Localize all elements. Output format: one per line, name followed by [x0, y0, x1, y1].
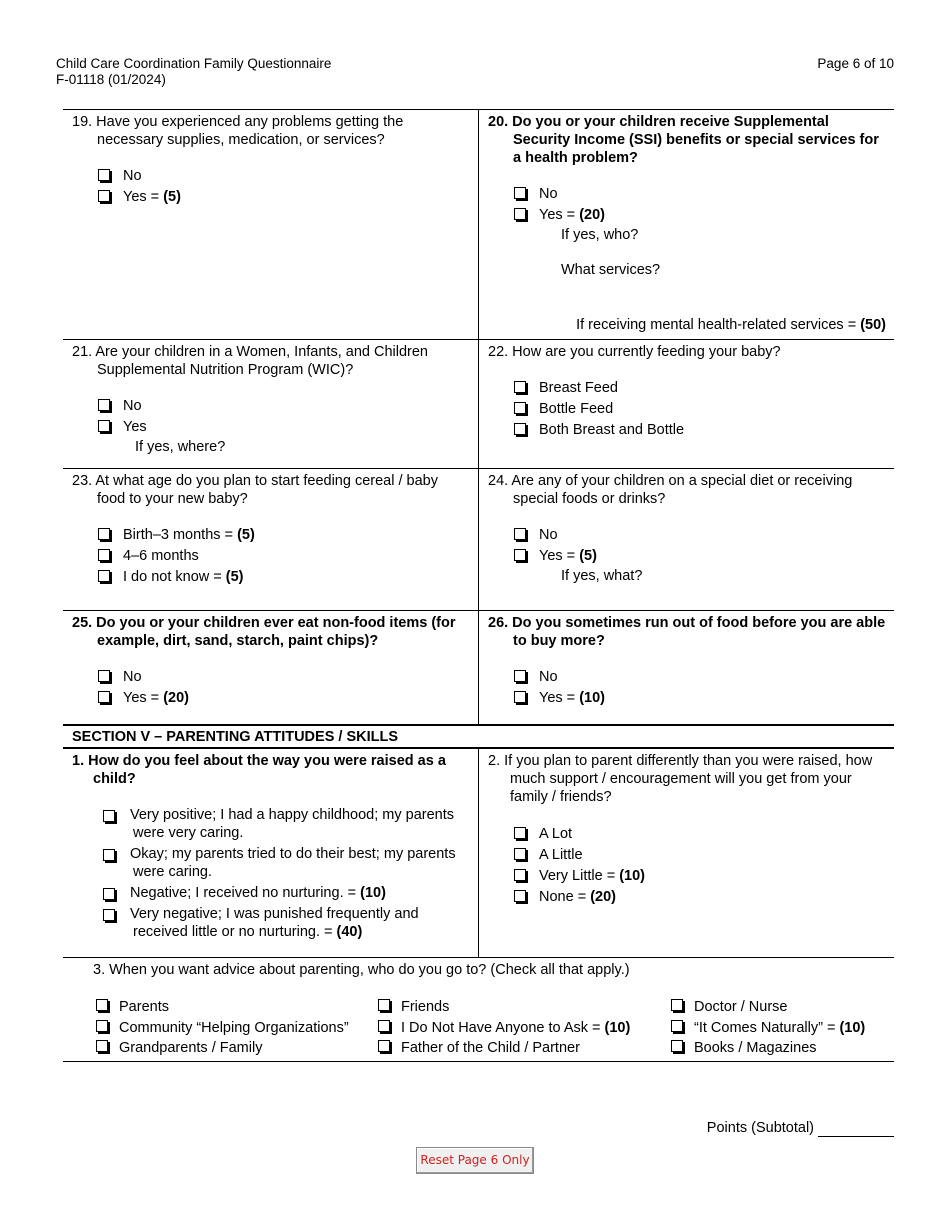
checkbox[interactable] [98, 190, 110, 202]
parenting-question-1 [63, 749, 479, 957]
q25-option-no[interactable]: No [72, 667, 470, 688]
checkbox[interactable] [514, 890, 526, 902]
p3-option-comes-naturally[interactable]: “It Comes Naturally” = (10) [668, 1018, 888, 1039]
p3-options-grid [93, 997, 894, 1059]
checkbox[interactable] [378, 999, 390, 1011]
parenting-question-2-text: 2. If you plan to parent differently than you were raised, how much support / encouragement will you get from your family / friends? [488, 753, 873, 805]
question-25-text: 25. Do you or your children ever eat non-food items (for example, dirt, sand, starch, paint chips)? [72, 615, 456, 649]
checkbox[interactable] [378, 1040, 390, 1052]
question-23 [63, 469, 479, 610]
question-23-text: 23. At what age do you plan to start feeding cereal / baby food to your new baby? [72, 473, 438, 507]
q24-option-no[interactable]: No [488, 525, 886, 546]
section-v-header: SECTION V – PARENTING ATTITUDES / SKILLS [63, 724, 894, 749]
questionnaire-form [63, 109, 894, 1062]
p2-option-very-little[interactable]: Very Little = (10) [488, 866, 886, 887]
question-19 [63, 110, 479, 339]
q20-option-yes[interactable]: Yes = (20) [488, 205, 886, 226]
checkbox[interactable] [96, 999, 108, 1011]
row-q23-q24 [63, 468, 894, 610]
question-20 [479, 110, 894, 339]
p3-option-parents[interactable]: Parents [93, 997, 375, 1018]
checkbox[interactable] [514, 869, 526, 881]
question-19-text: 19. Have you experienced any problems getting the necessary supplies, medication, or services? [72, 114, 404, 148]
q21-option-no[interactable]: No [72, 396, 470, 417]
checkbox[interactable] [98, 399, 110, 411]
row-q25-q26 [63, 610, 894, 724]
page-number: Page 6 of 10 [817, 56, 894, 71]
checkbox[interactable] [103, 909, 115, 921]
checkbox[interactable] [514, 381, 526, 393]
row-q21-q22 [63, 339, 894, 468]
q24-option-yes[interactable]: Yes = (5) [488, 546, 886, 567]
q23-option-4-6-months[interactable]: 4–6 months [72, 546, 470, 567]
checkbox[interactable] [671, 1040, 683, 1052]
q20-what-services: What services? [561, 262, 661, 278]
p3-option-doctor-nurse[interactable]: Doctor / Nurse [668, 997, 888, 1018]
q20-mental-health: If receiving mental health-related services = (50) [576, 317, 886, 333]
checkbox[interactable] [98, 670, 110, 682]
checkbox[interactable] [514, 549, 526, 561]
checkbox[interactable] [514, 691, 526, 703]
p3-option-friends[interactable]: Friends [375, 997, 668, 1018]
checkbox[interactable] [96, 1040, 108, 1052]
p3-option-father-partner[interactable]: Father of the Child / Partner [375, 1038, 668, 1059]
p1-option-okay[interactable]: Okay; my parents tried to do their best; my parents were caring. [72, 845, 470, 881]
q26-option-no[interactable]: No [488, 667, 886, 688]
checkbox[interactable] [514, 670, 526, 682]
p1-option-very-positive[interactable]: Very positive; I had a happy childhood; my parents were very caring. [72, 806, 470, 842]
q24-if-yes-what: If yes, what? [561, 568, 643, 584]
checkbox[interactable] [514, 528, 526, 540]
checkbox[interactable] [514, 402, 526, 414]
p3-option-no-one[interactable]: I Do Not Have Anyone to Ask = (10) [375, 1018, 668, 1039]
checkbox[interactable] [103, 888, 115, 900]
q21-if-yes-where: If yes, where? [135, 439, 226, 455]
checkbox[interactable] [378, 1020, 390, 1032]
subtotal-label: Points (Subtotal) [706, 1120, 814, 1136]
checkbox[interactable] [98, 420, 110, 432]
row-parenting-1-2 [63, 749, 894, 957]
p1-option-very-negative[interactable]: Very negative; I was punished frequently and received little or no nurturing. = (40) [72, 905, 470, 941]
checkbox[interactable] [103, 849, 115, 861]
q20-if-yes-who: If yes, who? [561, 227, 639, 243]
q23-option-do-not-know[interactable]: I do not know = (5) [72, 567, 470, 588]
question-26 [479, 611, 894, 724]
q22-option-bottle[interactable]: Bottle Feed [488, 399, 886, 420]
p2-option-a-lot[interactable]: A Lot [488, 824, 886, 845]
q21-option-yes[interactable]: Yes [72, 417, 470, 438]
question-21-text: 21. Are your children in a Women, Infants, and Children Supplemental Nutrition Program (WIC)? [72, 344, 428, 378]
q19-option-yes[interactable]: Yes = (5) [72, 187, 470, 208]
checkbox[interactable] [98, 691, 110, 703]
checkbox[interactable] [98, 549, 110, 561]
checkbox[interactable] [103, 810, 115, 822]
question-21 [63, 340, 479, 468]
question-24 [479, 469, 894, 610]
parenting-question-1-text: 1. How do you feel about the way you were raised as a child? [72, 753, 446, 787]
q20-option-no[interactable]: No [488, 184, 886, 205]
p3-option-books[interactable]: Books / Magazines [668, 1038, 888, 1059]
checkbox[interactable] [98, 169, 110, 181]
q22-option-breast[interactable]: Breast Feed [488, 378, 886, 399]
points-subtotal [707, 1119, 894, 1137]
q25-option-yes[interactable]: Yes = (20) [72, 688, 470, 709]
question-20-text: 20. Do you or your children receive Supplemental Security Income (SSI) benefits or special services for a health problem? [488, 114, 879, 166]
checkbox[interactable] [671, 1020, 683, 1032]
question-24-text: 24. Are any of your children on a special diet or receiving special foods or drinks? [488, 473, 853, 507]
p1-option-negative[interactable]: Negative; I received no nurturing. = (10) [72, 884, 470, 902]
checkbox[interactable] [514, 423, 526, 435]
p2-option-a-little[interactable]: A Little [488, 845, 886, 866]
header-left [56, 56, 331, 88]
question-26-text: 26. Do you sometimes run out of food before you are able to buy more? [488, 615, 886, 649]
checkbox[interactable] [514, 848, 526, 860]
p3-option-community[interactable]: Community “Helping Organizations” [93, 1018, 375, 1039]
checkbox[interactable] [98, 570, 110, 582]
checkbox[interactable] [671, 999, 683, 1011]
checkbox[interactable] [514, 208, 526, 220]
q19-option-no[interactable]: No [72, 166, 470, 187]
checkbox[interactable] [514, 827, 526, 839]
parenting-question-2 [479, 749, 894, 957]
p2-option-none[interactable]: None = (20) [488, 887, 886, 908]
checkbox[interactable] [514, 187, 526, 199]
question-25 [63, 611, 479, 724]
subtotal-field[interactable] [818, 1120, 894, 1137]
form-title: Child Care Coordination Family Questionnaire [56, 56, 332, 71]
row-q19-q20 [63, 109, 894, 339]
p3-option-grandparents[interactable]: Grandparents / Family [93, 1038, 375, 1059]
checkbox[interactable] [98, 528, 110, 540]
question-22 [479, 340, 894, 468]
q22-option-both[interactable]: Both Breast and Bottle [488, 420, 886, 441]
checkbox[interactable] [96, 1020, 108, 1032]
q26-option-yes[interactable]: Yes = (10) [488, 688, 886, 709]
reset-page-button[interactable]: Reset Page 6 Only [416, 1147, 534, 1174]
question-22-text: 22. How are you currently feeding your baby? [488, 344, 781, 360]
q23-option-birth-3-months[interactable]: Birth–3 months = (5) [72, 525, 470, 546]
parenting-question-3 [63, 957, 894, 1062]
parenting-question-3-text: 3. When you want advice about parenting, who do you go to? (Check all that apply.) [93, 962, 630, 978]
form-number: F-01118 (01/2024) [56, 72, 166, 87]
